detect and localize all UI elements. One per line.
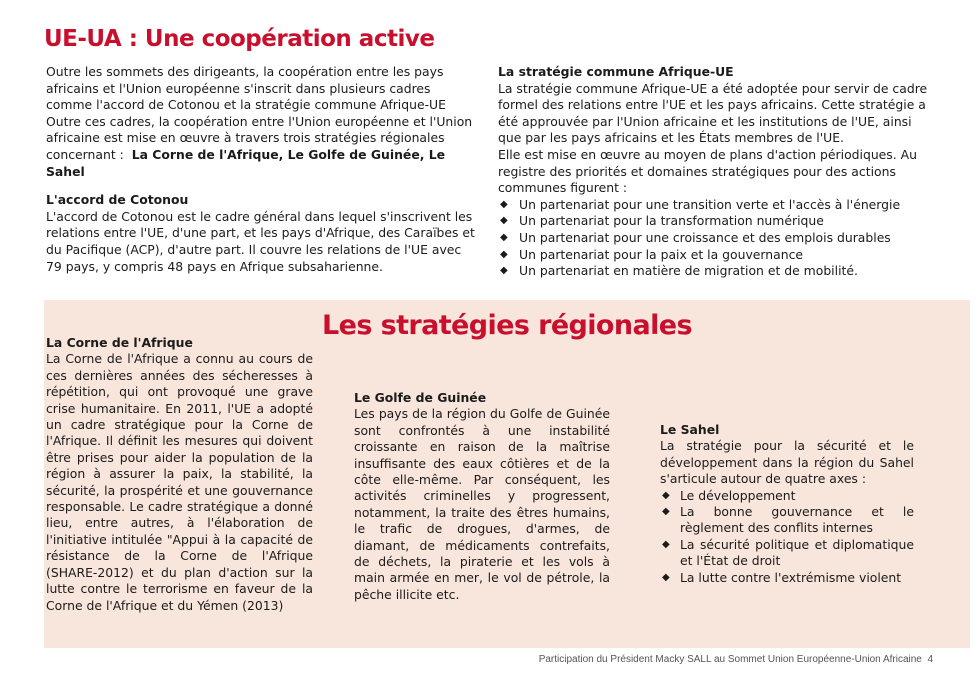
sahel-column [660, 422, 914, 586]
strategy-paragraph-2: Elle est mise en œuvre au moyen de plans d'action périodiques. Au registre des priorités et domaines stratégiques pour des actions communes figurent : [498, 146, 917, 196]
list-item: ◆ La bonne gouvernance et le règlement des conflits internes [662, 504, 914, 536]
partnership-list [498, 197, 938, 280]
list-item: ◆ La lutte contre l'extrémisme violent [662, 569, 902, 585]
diamond-bullet-icon: ◆ [500, 265, 508, 277]
left-column [46, 64, 476, 275]
diamond-bullet-icon: ◆ [662, 538, 670, 550]
corne-column [46, 335, 313, 614]
diamond-bullet-icon: ◆ [662, 571, 670, 583]
cotonou-paragraph: L'accord de Cotonou est le cadre général dans lequel s'inscrivent les relations entre l'UE, d'une part, et les pays d'Afrique, des Caraïbes et du Pacifique (ACP), d'autre part. Il couvre les relations de l'UE avec 79 pays, y compris 48 pays en Afrique subsaharienne. [46, 208, 475, 274]
right-column [498, 64, 938, 280]
sahel-axes-list [660, 488, 914, 586]
intro-paragraph: Outre les sommets des dirigeants, la coopération entre les pays africains et l'Union européenne s'inscrit dans plusieurs cadres comme l'accord de Cotonou et la stratégie commune Afrique-UE [46, 64, 446, 113]
strategy-paragraph-1: La stratégie commune Afrique-UE a été adoptée pour servir de cadre formel des relations entre l'UE et les pays africains. Cette stratégie a été approuvée par l'Union africaine et les institutions de l'UE, ainsi que par les pays africains et les États membres de l'UE. [498, 80, 928, 146]
list-item: ◆ Un partenariat pour la paix et la gouvernance [500, 246, 804, 262]
regional-strategies-title: Les stratégies régionales [322, 310, 692, 341]
diamond-bullet-icon: ◆ [500, 231, 508, 243]
regional-strategies-section [44, 300, 970, 648]
list-item: ◆ Un partenariat pour la transformation numérique [500, 213, 824, 229]
list-item: ◆ Le développement [662, 487, 796, 503]
golfe-paragraph: Les pays de la région du Golfe de Guinée sont confrontés à une instabilité croissante en raison de la maîtrise insuffisante des eaux côtières et de la côte elle-même. Par conséquent, les activités criminelles y progressent, notamment, la traite des êtres humains, le trafic de drogues, d'armes, de diamant, de médicaments contrefaits, de déchets, la piraterie et les vols à main armée en mer, le vol de pétrole, la pêche illicite etc. [354, 406, 610, 602]
list-item: ◆ Un partenariat pour une transition verte et l'accès à l'énergie [500, 196, 901, 212]
intro-paragraph-2 [46, 114, 476, 180]
list-item: ◆ Un partenariat pour une croissance et des emplois durables [500, 229, 891, 245]
corne-paragraph: La Corne de l'Afrique a connu au cours de ces dernières années des sécheresses à répétition, qui ont provoqué une grave crise humanitaire. En 2011, l'UE a adopté un cadre stratégique pour la Corne de l'Afrique. Il définit les mesures qui doivent être prises pour aider la population de la région à assurer la paix, la stabilité, la sécurité, la prospérité et une gouvernance responsable. Le cadre stratégique a donné lieu, entre autres, à l'élaboration de l'initiative intitulée "Appui à la capacité de résistance de la Corne de l'Afrique (SHARE-2012) et du plan d'action sur la lutte contre le terrorisme en faveur de la Corne de l'Afrique et du Yémen (2013) [46, 351, 313, 613]
diamond-bullet-icon: ◆ [500, 198, 508, 210]
diamond-bullet-icon: ◆ [662, 489, 670, 501]
golfe-column [354, 390, 610, 603]
diamond-bullet-icon: ◆ [500, 215, 508, 227]
page-footer [539, 654, 933, 665]
page-title: UE-UA : Une coopération active [44, 26, 435, 52]
page-number: 4 [927, 654, 933, 665]
strategy-heading: La stratégie commune Afrique-UE [498, 64, 734, 79]
corne-heading: La Corne de l'Afrique [46, 335, 193, 350]
intro-regions-lead: Outre ces cadres, la coopération entre l'Union européenne et l'Union africaine est mise en œuvre à travers trois stratégies régionales concernant : [46, 113, 473, 162]
list-item: ◆ La sécurité politique et diplomatique et l'État de droit [662, 536, 914, 569]
footer-text: Participation du Président Macky SALL au Sommet Union Européenne-Union Africaine [538, 654, 922, 665]
diamond-bullet-icon: ◆ [500, 248, 508, 260]
sahel-paragraph: La stratégie pour la sécurité et le développement dans la région du Sahel s'articule autour de quatre axes : [660, 438, 914, 487]
sahel-heading: Le Sahel [660, 422, 720, 437]
diamond-bullet-icon: ◆ [662, 506, 670, 518]
cotonou-heading: L'accord de Cotonou [46, 192, 189, 208]
list-item: ◆ Un partenariat en matière de migration et de mobilité. [500, 263, 858, 279]
golfe-heading: Le Golfe de Guinée [354, 390, 487, 405]
intro-regions-list: La Corne de l'Afrique, Le Golfe de Guinée, Le Sahel [46, 146, 446, 179]
